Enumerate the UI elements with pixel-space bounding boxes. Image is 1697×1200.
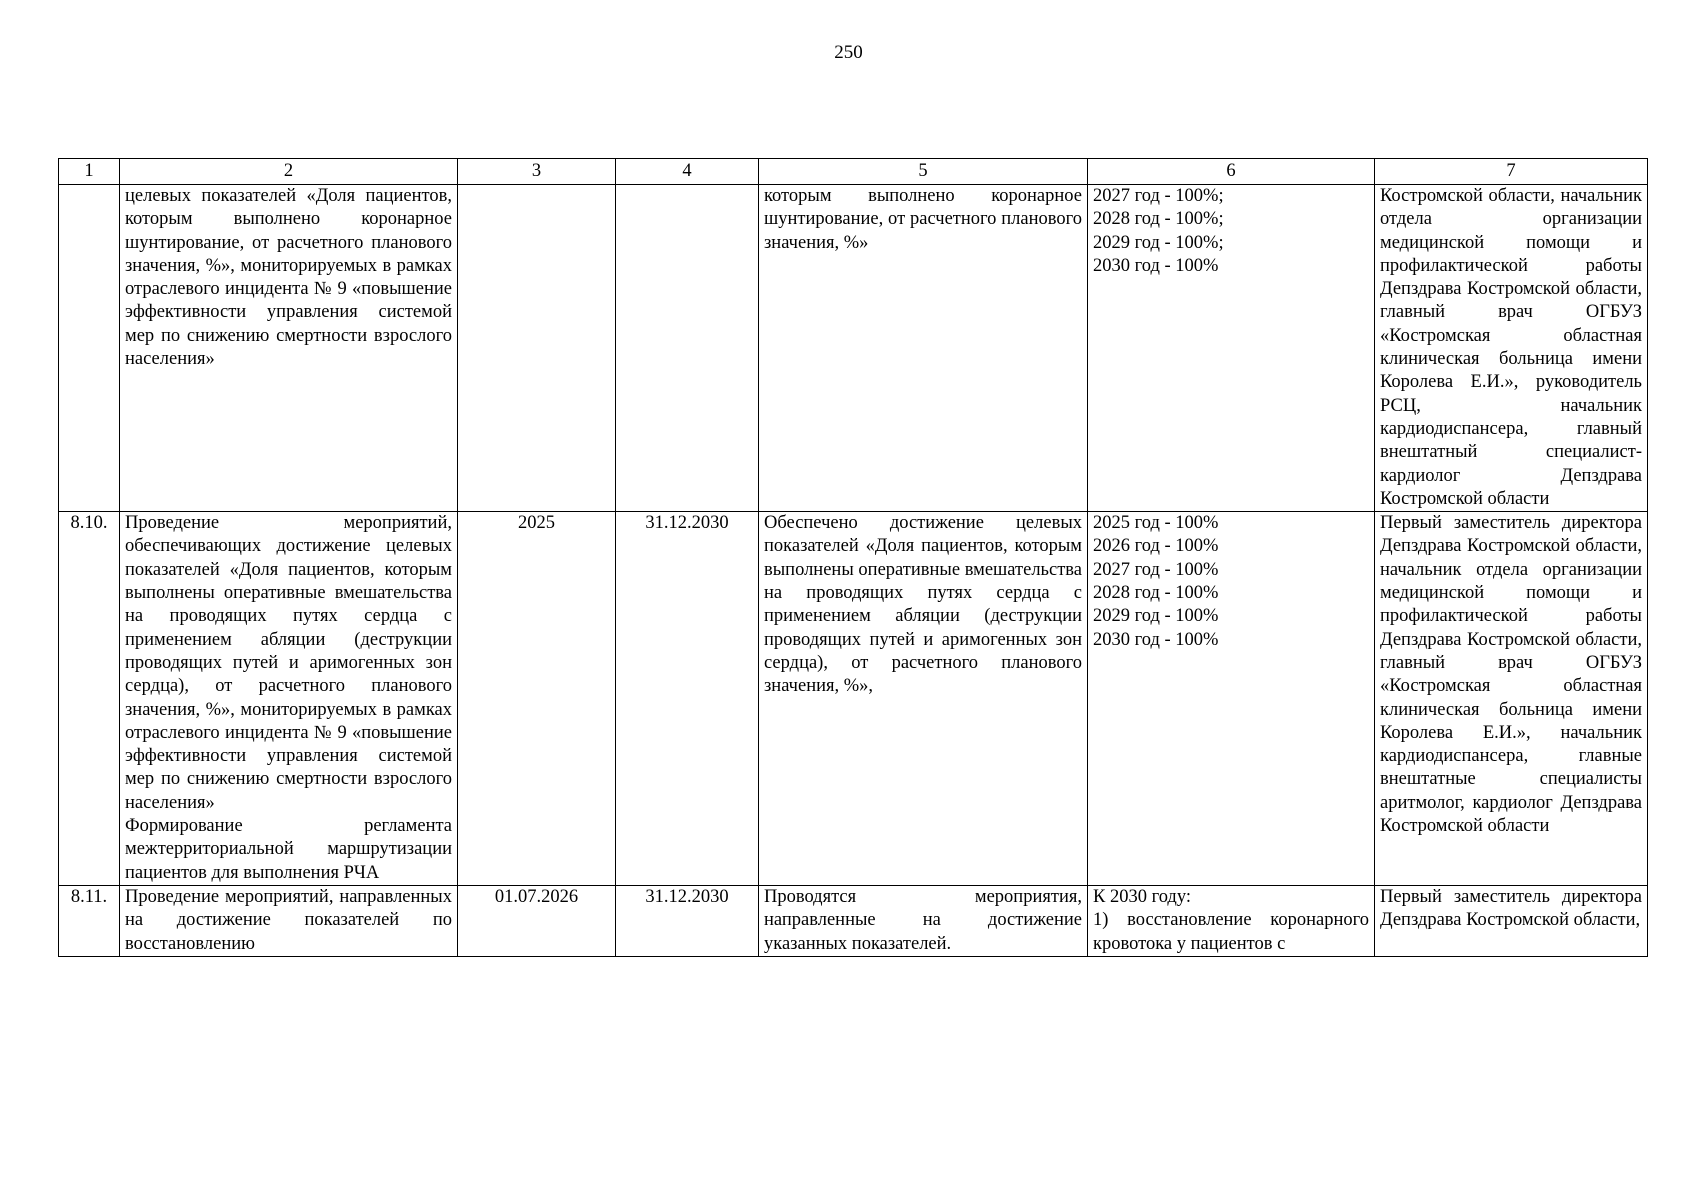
responsible: Первый заместитель директора Депздрава Костромской области,: [1375, 885, 1648, 956]
header-col-6: 6: [1088, 159, 1375, 185]
end-date: 31.12.2030: [616, 885, 759, 956]
description-paragraph: Формирование регламента межтерриториальной маршрутизации пациентов для выполнения РЧА: [125, 816, 452, 883]
target-line: 2027 год - 100%;: [1093, 186, 1224, 206]
target-line: 2029 год - 100%: [1093, 606, 1219, 627]
header-row: [59, 159, 1648, 185]
start-date: 2025: [458, 512, 616, 886]
target-values: [1088, 185, 1375, 512]
measures-table: [58, 158, 1648, 957]
measure-description: [120, 185, 458, 512]
header-col-1: 1: [59, 159, 120, 185]
expected-result: Обеспечено достижение целевых показателей «Доля пациентов, которым выполнены оперативные вмешательства на проводящих путях сердца с применением абляции (деструкции проводящих путей и аримогенных зон сердца), от расчетного планового значения, %»,: [759, 512, 1088, 886]
header-col-7: 7: [1375, 159, 1648, 185]
target-line: 1) восстановление коронарного кровотока у пациентов с: [1093, 910, 1369, 954]
description-paragraph: Проведение мероприятий, направленных на достижение показателей по восстановлению: [125, 886, 452, 954]
header-col-2: 2: [120, 159, 458, 185]
header-col-5: 5: [759, 159, 1088, 185]
responsible: Первый заместитель директора Депздрава Костромской области, начальник отдела организации медицинской помощи и профилактической работы Депздрава Костромской области, главный врач ОГБУЗ «Костромская областная клиническая больница имени Королева Е.И.», начальник кардиодиспансера, главные внештатные специалисты аритмолог, кардиолог Депздрава Костромской области: [1375, 512, 1648, 886]
start-date: 01.07.2026: [458, 885, 616, 956]
target-line: 2029 год - 100%;: [1093, 232, 1224, 253]
start-date: [458, 185, 616, 512]
target-values: [1088, 885, 1375, 956]
expected-result: Проводятся мероприятия, направленные на достижение указанных показателей.: [759, 885, 1088, 956]
row-number: 8.10.: [59, 512, 120, 886]
row-number: [59, 185, 120, 512]
target-values: [1088, 512, 1375, 886]
target-line: 2030 год - 100%: [1093, 255, 1219, 276]
target-line: 2026 год - 100%: [1093, 536, 1219, 557]
end-date: 31.12.2030: [616, 512, 759, 886]
table-row: [59, 185, 1648, 512]
target-line: 2027 год - 100%: [1093, 559, 1219, 580]
measure-description: [120, 885, 458, 956]
target-line: 2028 год - 100%: [1093, 583, 1219, 604]
end-date: [616, 185, 759, 512]
table-row: [59, 885, 1648, 956]
target-line: 2025 год - 100%: [1093, 513, 1219, 534]
responsible: Костромской области, начальник отдела организации медицинской помощи и профилактической работы Депздрава Костромской области, главный врач ОГБУЗ «Костромская областная клиническая больница имени Королева Е.И.», руководитель РСЦ, начальник кардиодиспансера, главный внештатный специалист-кардиолог Депздрава Костромской области: [1375, 185, 1648, 512]
description-paragraph: Проведение мероприятий, обеспечивающих достижение целевых показателей «Доля пациентов, которым выполнены оперативные вмешательства на проводящих путях сердца с применением абляции (деструкции проводящих путей и аримогенных зон сердца), от расчетного планового значения, %», мониторируемых в рамках отраслевого инцидента № 9 «повышение эффективности управления системой мер по снижению смертности взрослого населения»: [125, 513, 452, 813]
target-line: К 2030 году:: [1093, 886, 1191, 907]
target-line: 2030 год - 100%: [1093, 629, 1219, 650]
header-col-3: 3: [458, 159, 616, 185]
expected-result: которым выполнено коронарное шунтирование, от расчетного планового значения, %»: [759, 185, 1088, 512]
header-col-4: 4: [616, 159, 759, 185]
target-line: 2028 год - 100%;: [1093, 209, 1224, 230]
row-number: 8.11.: [59, 885, 120, 956]
page-number: 250: [834, 42, 863, 63]
table-row: [59, 512, 1648, 886]
description-paragraph: целевых показателей «Доля пациентов, которым выполнено коронарное шунтирование, от расчетного планового значения, %», мониторируемых в рамках отраслевого инцидента № 9 «повышение эффективности управления системой мер по снижению смертности взрослого населения»: [125, 186, 452, 370]
measure-description: [120, 512, 458, 886]
